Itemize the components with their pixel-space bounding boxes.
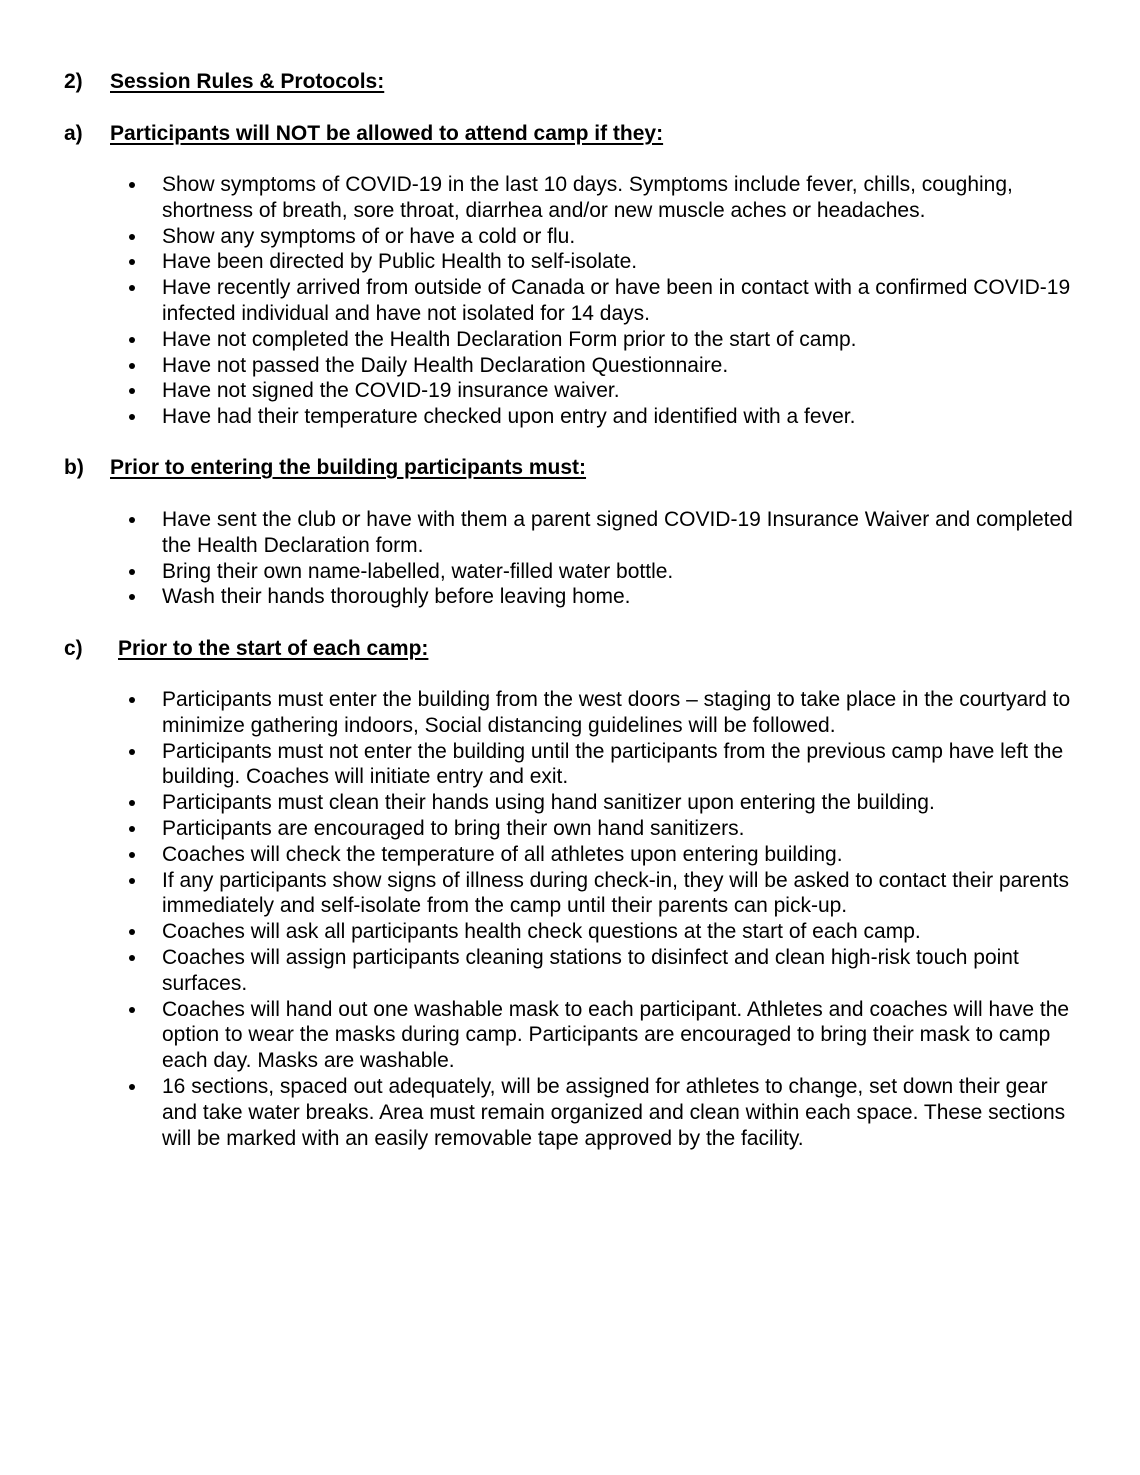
section-number: 2) (64, 70, 83, 93)
list-item: Show any symptoms of or have a cold or flu. (162, 224, 1082, 250)
subsection-a-letter: a) (64, 122, 83, 145)
list-item: Participants must enter the building from the west doors – staging to take place in the courtyard to minimize gathering indoors, Social distancing guidelines will be followed. (162, 687, 1082, 739)
subsection-a-heading (64, 121, 663, 147)
section-title: Session Rules & Protocols: (110, 70, 385, 93)
list-item: 16 sections, spaced out adequately, will be assigned for athletes to change, set down their gear and take water breaks. Area must remain organized and clean within each space. These sections will be marked with an easily removable tape approved by the facility. (162, 1074, 1082, 1151)
list-item: Show symptoms of COVID-19 in the last 10 days. Symptoms include fever, chills, coughing, shortness of breath, sore throat, diarrhea and/or new muscle aches or headaches. (162, 172, 1082, 224)
list-item: Have recently arrived from outside of Canada or have been in contact with a confirmed COVID-19 infected individual and have not isolated for 14 days. (162, 275, 1082, 327)
list-item: Participants must not enter the building until the participants from the previous camp have left the building. Coaches will initiate entry and exit. (162, 739, 1082, 791)
subsection-b-letter: b) (64, 456, 84, 479)
list-item: Participants are encouraged to bring their own hand sanitizers. (162, 816, 1082, 842)
list-item: Coaches will ask all participants health check questions at the start of each camp. (162, 919, 1082, 945)
list-item: Participants must clean their hands using hand sanitizer upon entering the building. (162, 790, 1082, 816)
list-item: Coaches will assign participants cleaning stations to disinfect and clean high-risk touch point surfaces. (162, 945, 1082, 997)
list-item: Have had their temperature checked upon entry and identified with a fever. (162, 404, 1082, 430)
list-item: If any participants show signs of illness during check-in, they will be asked to contact their parents immediately and self-isolate from the camp until their parents can pick-up. (162, 868, 1082, 920)
section-heading (64, 69, 384, 95)
list-item: Coaches will check the temperature of all athletes upon entering building. (162, 842, 1082, 868)
subsection-a-list (162, 172, 1082, 430)
list-item: Bring their own name-labelled, water-filled water bottle. (162, 559, 1082, 585)
list-item: Coaches will hand out one washable mask to each participant. Athletes and coaches will have the option to wear the masks during camp. Participants are encouraged to bring their mask to camp each day. Masks are washable. (162, 997, 1082, 1074)
list-item: Wash their hands thoroughly before leaving home. (162, 584, 1082, 610)
list-item: Have not completed the Health Declaration Form prior to the start of camp. (162, 327, 1082, 353)
subsection-c-heading (64, 636, 428, 662)
list-item: Have sent the club or have with them a parent signed COVID-19 Insurance Waiver and completed the Health Declaration form. (162, 507, 1082, 559)
list-item: Have been directed by Public Health to self-isolate. (162, 249, 1082, 275)
subsection-b-heading (64, 455, 586, 481)
subsection-a-title: Participants will NOT be allowed to attend camp if they: (110, 122, 664, 145)
subsection-b-list (162, 507, 1082, 610)
list-item: Have not signed the COVID-19 insurance waiver. (162, 378, 1082, 404)
list-item: Have not passed the Daily Health Declaration Questionnaire. (162, 353, 1082, 379)
subsection-b-title: Prior to entering the building participants must: (110, 456, 587, 479)
subsection-c-letter: c) (64, 637, 83, 660)
subsection-c-title: Prior to the start of each camp: (118, 637, 429, 660)
subsection-c-list (162, 687, 1082, 1151)
